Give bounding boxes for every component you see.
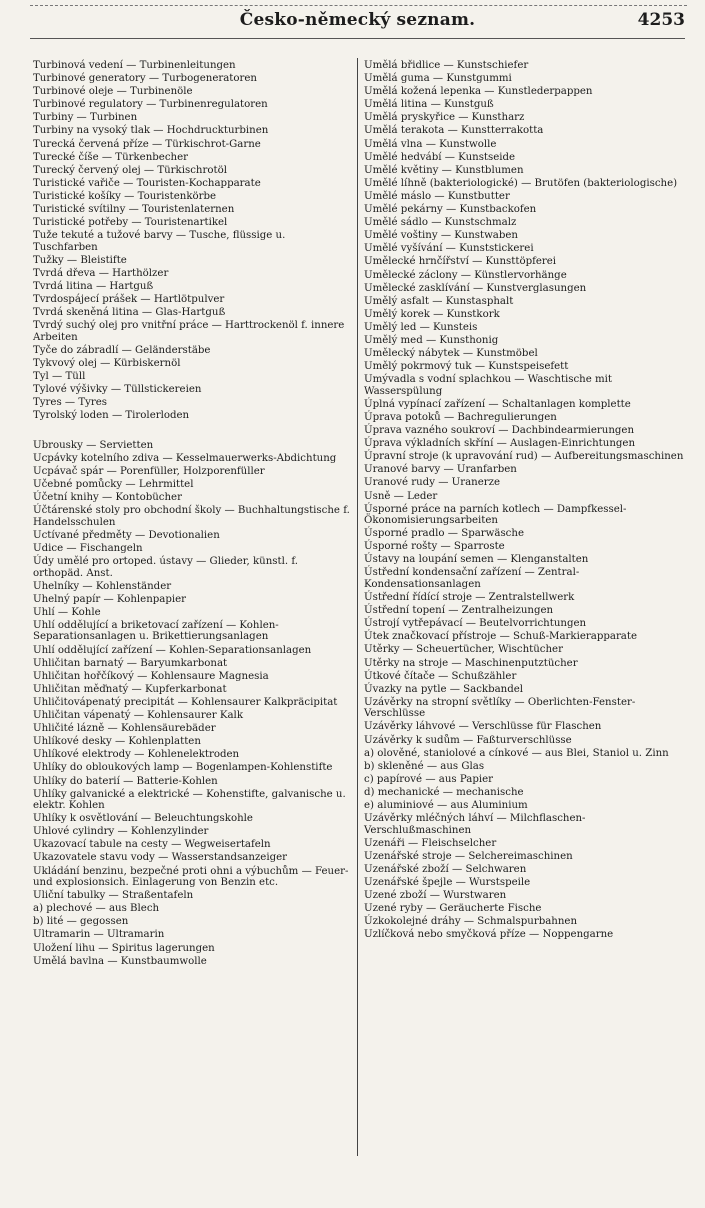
dictionary-entry (364, 477, 684, 489)
dictionary-entry (33, 776, 351, 788)
entry-text: Uzené ryby — Geräucherte Fische (364, 903, 542, 915)
entry-text: Uhlíkové elektrody — Kohlenelektroden (33, 749, 240, 761)
entry-text: Ústavy na loupání semen — Klenganstalten (364, 554, 589, 566)
entry-text: Uhlíky do obloukových lamp — Bogenlampen-Kohlenstifte (33, 762, 333, 774)
entry-text: Uhelný papír — Kohlenpapier (33, 593, 187, 605)
entry-text: Umělá terakota — Kunstterrakotta (364, 125, 544, 137)
entry-text: Umělá vlna — Kunstwolle (364, 138, 497, 150)
entry-text: Ústřední topení — Zentralheizungen (364, 605, 554, 617)
entry-text: Úvazky na pytle — Sackbandel (364, 683, 524, 695)
entry-text: Tyče do zábradlí — Geländerstäbe (33, 344, 211, 356)
dictionary-entry (33, 371, 351, 383)
dictionary-entry (364, 296, 684, 308)
entry-text: Umělecký nábytek — Kunstmöbel (364, 348, 538, 360)
entry-text: d) mechanické — mechanische (364, 786, 524, 798)
entry-text: Uranové rudy — Uranerze (364, 477, 501, 489)
dictionary-entry (33, 479, 351, 491)
dictionary-entry (364, 684, 684, 696)
entry-text: Účtárenské stoly pro obchodní školy — Buchhaltungstische f. Handelsschulen (33, 505, 350, 528)
entry-text: Turbiny na vysoký tlak — Hochdruckturbinen (33, 125, 269, 137)
dictionary-entry (33, 903, 351, 915)
entry-text: Uzávěrky k sudům — Faßturverschlüsse (364, 734, 572, 746)
dictionary-entry (364, 864, 684, 876)
entry-text: Utěrky — Scheuertücher, Wischtücher (364, 644, 563, 656)
dictionary-entry (33, 749, 351, 761)
entry-text: Umělý pokrmový tuk — Kunstspeisefett (364, 361, 569, 373)
dictionary-entry (33, 281, 351, 293)
dictionary-entry (364, 270, 684, 282)
dictionary-entry (33, 440, 351, 452)
entry-text: Umělecké hrnčířství — Kunsttöpferei (364, 256, 557, 268)
entry-text: Ústřední řídící stroje — Zentralstellwerk (364, 592, 575, 604)
dictionary-entry (364, 374, 684, 397)
dictionary-entry (364, 451, 684, 463)
dictionary-entry (364, 851, 684, 863)
dictionary-entry (33, 255, 351, 267)
entry-text: Uhlí — Kohle (33, 606, 101, 618)
entry-text: Turbinové generatory — Turbogeneratoren (33, 73, 257, 85)
dictionary-entry (364, 631, 684, 643)
dictionary-entry (33, 294, 351, 306)
entry-text: Ukazovací tabule na cesty — Wegweisertafeln (33, 839, 271, 851)
dictionary-entry (364, 504, 684, 527)
entry-text: Uzenářské zboží — Selchwaren (364, 863, 527, 875)
dictionary-entry (33, 492, 351, 504)
entry-text: Tylové výšivky — Tüllstickereien (33, 384, 202, 396)
entry-text: Usně — Leder (364, 490, 438, 502)
entry-text: Ukazovatele stavu vody — Wasserstandsanzeiger (33, 852, 288, 864)
dictionary-entry (364, 230, 684, 242)
entry-text: Uhlí oddělující zařízení — Kohlen-Separationsanlagen (33, 644, 312, 656)
dictionary-entry (364, 256, 684, 268)
dictionary-entry (33, 581, 351, 593)
entry-text: Umělé máslo — Kunstbutter (364, 190, 510, 202)
entry-text: Umělé sádlo — Kunstschmalz (364, 217, 517, 229)
dictionary-entry (33, 594, 351, 606)
dictionary-entry (33, 152, 351, 164)
entry-text: Ultramarin — Ultramarin (33, 929, 165, 941)
dictionary-entry (364, 890, 684, 902)
dictionary-entry (33, 826, 351, 838)
entry-text: Uzenářské stroje — Selchereimaschinen (364, 850, 573, 862)
entry-text: Umělá pryskyřice — Kunstharz (364, 112, 525, 124)
dictionary-entry (33, 268, 351, 280)
dictionary-entry (33, 345, 351, 357)
dictionary-entry (33, 671, 351, 683)
entry-text: Tykvový olej — Kürbiskernöl (33, 357, 181, 369)
dictionary-entry (33, 139, 351, 151)
dictionary-entry (33, 530, 351, 542)
entry-text: Uliční tabulky — Straßentafeln (33, 890, 194, 902)
column-divider (357, 58, 358, 1156)
dictionary-entry (33, 710, 351, 722)
entry-text: Úsporné rošty — Sparroste (364, 541, 505, 553)
entry-text: Turecký červený olej — Türkischrotöl (33, 164, 227, 176)
entry-text: Umělá litina — Kunstguß (364, 99, 494, 111)
right-column (364, 60, 684, 942)
entry-text: Uhlíkové desky — Kohlenplatten (33, 736, 201, 748)
entry-text: Umělecké zasklívání — Kunstverglasungen (364, 282, 587, 294)
dictionary-entry (364, 658, 684, 670)
entry-text: Turbinová vedení — Turbinenleitungen (33, 60, 236, 71)
dictionary-entry (33, 929, 351, 941)
entry-text: a) olověné, staniolové a cínkové — aus Blei, Staniol u. Zinn (364, 747, 669, 759)
entry-text: Turecká červená příze — Türkischrot-Garne (33, 138, 261, 150)
entry-text: Ubrousky — Servietten (33, 439, 154, 451)
dictionary-entry (33, 697, 351, 709)
entry-text: Uhelníky — Kohlenständer (33, 580, 172, 592)
dictionary-entry (364, 412, 684, 424)
dictionary-entry (364, 528, 684, 540)
dictionary-entry (364, 774, 684, 786)
dictionary-entry (364, 554, 684, 566)
entry-text: Ústrojí vytřepávací — Beutelvorrichtungen (364, 618, 587, 630)
dictionary-entry (364, 438, 684, 450)
entry-text: Uhličité lázně — Kohlensäurebäder (33, 723, 216, 735)
dictionary-entry (33, 505, 351, 528)
dictionary-entry (364, 152, 684, 164)
dictionary-entry (364, 697, 684, 720)
entry-text: Uhlové cylindry — Kohlenzylinder (33, 826, 209, 838)
dictionary-entry (364, 903, 684, 915)
entry-text: Úprava vazného soukroví — Dachbindearmierungen (364, 425, 635, 437)
entry-text: Umělé pekárny — Kunstbackofen (364, 204, 537, 216)
dictionary-entry (364, 748, 684, 760)
page-header (30, 10, 685, 40)
entry-text: Uzávěrky na stropní světlíky — Oberlichten-Fenster-Verschlüsse (364, 696, 636, 720)
entry-text: Ucpávky kotelního zdiva — Kesselmauerwerks-Abdichtung (33, 452, 337, 464)
dictionary-entry (364, 283, 684, 295)
dictionary-entry (364, 243, 684, 255)
entry-text: Uhličitan barnatý — Baryumkarbonat (33, 657, 228, 669)
dictionary-entry (33, 307, 351, 319)
entry-text: Uhlíky galvanické a elektrické — Kohenstifte, galvanische u. elektr. Kohlen (33, 788, 346, 812)
entry-text: Tvrdá litina — Hartguß (33, 281, 154, 292)
dictionary-entry (364, 178, 684, 190)
dictionary-entry (364, 322, 684, 334)
entry-text: Uhličitan měďnatý — Kupferkarbonat (33, 683, 227, 695)
entry-text: Umělecké záclony — Künstlervorhänge (364, 269, 567, 281)
dictionary-entry (364, 73, 684, 85)
entry-text: Úprava potoků — Bachregulierungen (364, 411, 557, 423)
entry-text: Úsporné práce na parních kotlech — Dampfkessel-Ökonomisierungsarbeiten (364, 503, 627, 527)
dictionary-entry (33, 358, 351, 370)
dictionary-entry (33, 789, 351, 812)
entry-text: Tvrdá dřeva — Harthölzer (33, 267, 169, 279)
dictionary-entry (33, 556, 351, 579)
entry-text: Útek značkovací přístroje — Schuß-Markierapparate (364, 631, 638, 643)
dictionary-entry (364, 929, 684, 941)
entry-text: Tvrdý suchý olej pro vnitřní práce — Harttrockenöl f. innere Arbeiten (33, 320, 345, 343)
dictionary-entry (364, 399, 684, 411)
entry-text: Umělý med — Kunsthonig (364, 334, 499, 346)
entry-text: Tyrolský loden — Tirolerloden (33, 410, 190, 422)
entry-text: Tyres — Tyres (33, 397, 108, 409)
entry-text: Utěrky na stroje — Maschinenputztücher (364, 657, 578, 669)
entry-text: Uhlíky k osvětlování — Beleuchtungskohle (33, 813, 253, 825)
entry-text: Údy umělé pro ortoped. ústavy — Glieder, künstl. f. orthopäd. Anst. (33, 556, 299, 579)
dictionary-entry (33, 125, 351, 137)
dictionary-entry (33, 645, 351, 657)
entry-text: Uctívané předměty — Devotionalien (33, 529, 220, 541)
entry-text: Uzenářské špejle — Wurstspeile (364, 876, 531, 888)
dictionary-entry (33, 384, 351, 396)
dictionary-entry (33, 620, 351, 643)
dictionary-entry (33, 60, 351, 72)
entry-text: b) skleněné — aus Glas (364, 760, 485, 772)
entry-text: Učebné pomůcky — Lehrmittel (33, 479, 194, 491)
dictionary-entry (33, 543, 351, 555)
dictionary-entry (33, 410, 351, 422)
dictionary-entry (364, 191, 684, 203)
entry-text: Úzkokolejné dráhy — Schmalspurbahnen (364, 916, 578, 928)
dictionary-entry (33, 320, 351, 343)
entry-text: Turbinové regulatory — Turbinenregulatoren (33, 99, 268, 111)
entry-text: Úpravní stroje (k upravování rud) — Aufbereitungsmaschinen (364, 451, 684, 463)
dictionary-entry (33, 466, 351, 478)
dictionary-entry (33, 736, 351, 748)
entry-text: Tyl — Tüll (33, 371, 86, 383)
entry-text: Umělá bavlna — Kunstbaumwolle (33, 955, 207, 967)
dictionary-entry (364, 644, 684, 656)
top-rule (30, 5, 687, 6)
dictionary-entry (364, 877, 684, 889)
dictionary-entry (364, 361, 684, 373)
dictionary-entry (33, 86, 351, 98)
entry-text: Umělý led — Kunsteis (364, 321, 478, 333)
dictionary-entry (33, 839, 351, 851)
entry-text: Udice — Fischangeln (33, 543, 143, 554)
entry-text: Uhličitan hořčíkový — Kohlensaure Magnesia (33, 670, 269, 682)
dictionary-entry (364, 735, 684, 747)
entry-text: Uzlíčková nebo smyčková příze — Noppengarne (364, 929, 614, 941)
entry-text: Uranové barvy — Uranfarben (364, 464, 517, 476)
dictionary-entry (364, 541, 684, 553)
dictionary-entry (364, 112, 684, 124)
dictionary-entry (364, 605, 684, 617)
dictionary-entry (33, 684, 351, 696)
page-title: Česko-německý seznam. (239, 10, 476, 30)
entry-text: Uzené zboží — Wurstwaren (364, 890, 507, 902)
dictionary-entry (33, 607, 351, 619)
entry-text: e) aluminiové — aus Aluminium (364, 799, 528, 811)
dictionary-entry (364, 217, 684, 229)
dictionary-entry (364, 139, 684, 151)
header-rule (30, 38, 685, 39)
dictionary-entry (33, 217, 351, 229)
dictionary-entry (33, 397, 351, 409)
entry-text: Umělá břidlice — Kunstschiefer (364, 60, 529, 71)
dictionary-entry (364, 125, 684, 137)
entry-text: Turistické svítilny — Touristenlaternen (33, 204, 235, 216)
dictionary-entry (33, 916, 351, 928)
entry-text: Umělé květiny — Kunstblumen (364, 164, 524, 176)
dictionary-entry (33, 813, 351, 825)
dictionary-entry (33, 453, 351, 465)
dictionary-entry (33, 99, 351, 111)
entry-text: Umělý asfalt — Kunstasphalt (364, 295, 514, 307)
entry-text: Ústřední kondensační zařízení — Zentral-Kondensationsanlagen (364, 567, 580, 590)
dictionary-entry (364, 165, 684, 177)
entry-text: Uzávěrky láhvové — Verschlüsse für Flaschen (364, 721, 602, 733)
entry-text: Umělé vyšívání — Kunststickerei (364, 243, 534, 255)
dictionary-entry (364, 425, 684, 437)
dictionary-entry (364, 761, 684, 773)
entry-text: Umývadla s vodní splachkou — Waschtische mit Wasserspülung (364, 374, 613, 397)
dictionary-entry (33, 204, 351, 216)
dictionary-entry (33, 956, 351, 968)
dictionary-entry (364, 491, 684, 503)
entry-text: Útkové čítače — Schußzähler (364, 670, 517, 682)
entry-text: a) plechové — aus Blech (33, 903, 160, 915)
dictionary-entry (364, 721, 684, 733)
entry-text: Uhličitovápenatý precipitát — Kohlensaurer Kalkpräcipitat (33, 696, 338, 708)
dictionary-entry (33, 230, 351, 253)
entry-text: Umělý korek — Kunstkork (364, 308, 500, 320)
dictionary-entry (33, 165, 351, 177)
dictionary-entry (33, 762, 351, 774)
entry-text: Uhličitan vápenatý — Kohlensaurer Kalk (33, 710, 243, 722)
dictionary-entry (364, 464, 684, 476)
dictionary-entry (364, 567, 684, 590)
entry-text: Tvrdospájecí prášek — Hartlötpulver (33, 294, 225, 306)
dictionary-entry (33, 178, 351, 190)
entry-text: Tužky — Bleistifte (33, 254, 127, 266)
entry-text: Ukládání benzinu, bezpečné proti ohni a výbuchům — Feuer- und explosionsich. Einlagerung von Benzin etc. (33, 865, 349, 889)
dictionary-entry (33, 112, 351, 124)
entry-text: Uhlí oddělující a briketovací zařízení — Kohlen-Separationsanlagen u. Brikettierungsanlagen (33, 619, 279, 643)
dictionary-entry (33, 943, 351, 955)
dictionary-entry (33, 73, 351, 85)
entry-text: Uhlíky do baterií — Batterie-Kohlen (33, 775, 218, 787)
dictionary-entry (364, 309, 684, 321)
dictionary-entry (364, 60, 684, 72)
page-number: 4253 (637, 10, 685, 30)
dictionary-entry (33, 191, 351, 203)
dictionary-entry (364, 618, 684, 630)
entry-text: Umělé líhně (bakteriologické) — Brutöfen (bakteriologische) (364, 177, 678, 189)
dictionary-entry (364, 671, 684, 683)
entry-text: Turistické vařiče — Touristen-Kochapparate (33, 177, 261, 189)
dictionary-entry (33, 723, 351, 735)
dictionary-entry (364, 335, 684, 347)
entry-text: Turecké číše — Türkenbecher (33, 151, 188, 163)
entry-text: b) lité — gegossen (33, 916, 129, 928)
entry-text: Účetní knihy — Kontobücher (33, 492, 182, 504)
entry-text: Ucpávač spár — Porenfüller, Holzporenfüller (33, 466, 265, 478)
entry-text: Uzávěrky mléčných láhví — Milchflaschen-Verschlußmaschinen (364, 813, 586, 836)
entry-text: Umělá kožená lepenka — Kunstlederpappen (364, 86, 593, 98)
dictionary-entry (364, 99, 684, 111)
dictionary-entry (364, 86, 684, 98)
entry-text: Úplná vypínací zařízení — Schaltanlagen komplette (364, 398, 631, 410)
entry-text: Turistické potřeby — Touristenartikel (33, 217, 228, 229)
dictionary-entry (33, 890, 351, 902)
entry-text: Turbiny — Turbinen (33, 112, 138, 124)
entry-text: Umělá guma — Kunstgummi (364, 73, 512, 85)
dictionary-entry (364, 787, 684, 799)
dictionary-entry (364, 204, 684, 216)
left-column (33, 60, 351, 969)
entry-text: Úprava výkladních skříní — Auslagen-Einrichtungen (364, 438, 636, 450)
dictionary-entry (364, 916, 684, 928)
entry-text: Turistické košíky — Touristenkörbe (33, 190, 217, 202)
entry-text: Tuže tekuté a tužové barvy — Tusche, flüssige u. Tuschfarben (33, 230, 286, 253)
dictionary-entry (33, 852, 351, 864)
entry-text: Uložení lihu — Spiritus lagerungen (33, 942, 215, 954)
entry-text: Turbinové oleje — Turbinenöle (33, 86, 193, 98)
dictionary-entry (364, 592, 684, 604)
dictionary-entry (33, 866, 351, 889)
dictionary-entry (33, 658, 351, 670)
dictionary-entry (364, 800, 684, 812)
dictionary-entry (364, 813, 684, 836)
entry-text: Uzenáři — Fleischselcher (364, 837, 497, 849)
entry-text: Umělé voštiny — Kunstwaben (364, 230, 518, 242)
dictionary-entry (364, 838, 684, 850)
entry-text: c) papírové — aus Papier (364, 773, 493, 785)
entry-text: Tvrdá skeněná litina — Glas-Hartguß (33, 307, 226, 319)
dictionary-entry (364, 348, 684, 360)
entry-text: Umělé hedvábí — Kunstseide (364, 151, 516, 163)
entry-text: Úsporné pradlo — Sparwäsche (364, 528, 524, 540)
